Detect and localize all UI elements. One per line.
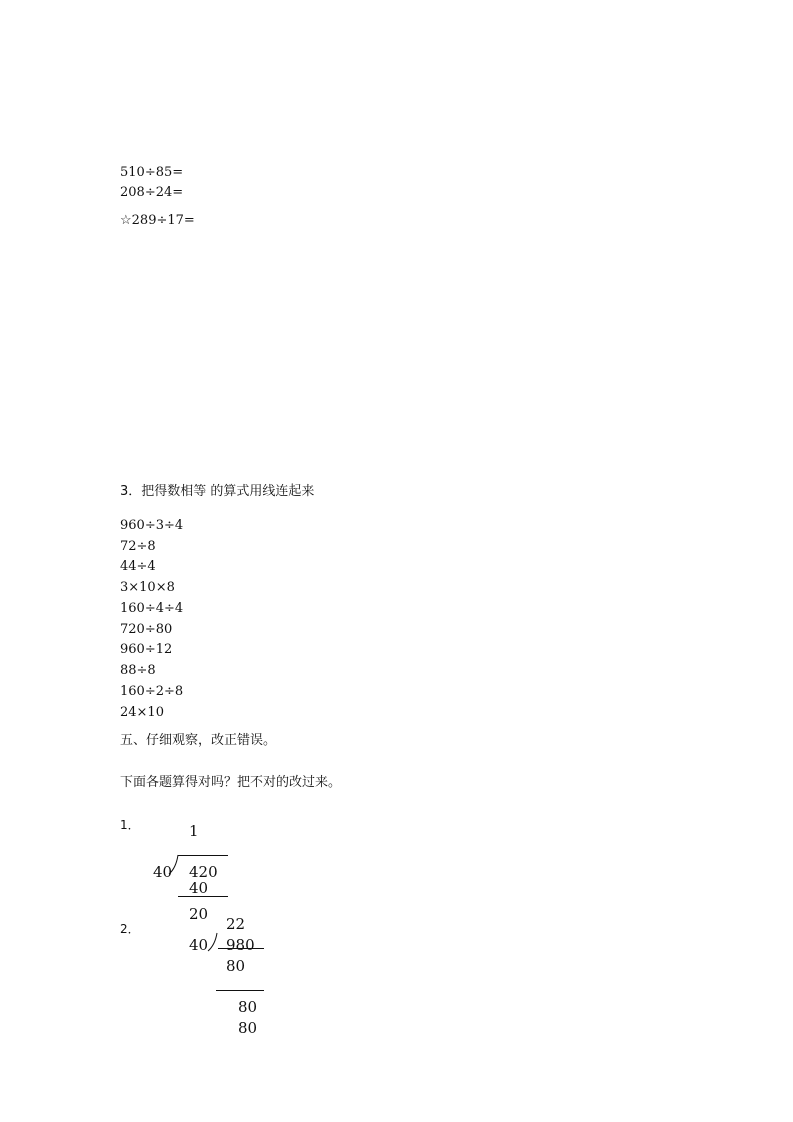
problem-1-quotient: 1 bbox=[189, 822, 199, 840]
problem-1-product: 40 bbox=[189, 879, 209, 897]
problem-2-division-bar bbox=[218, 948, 264, 949]
problem-1-division-bar bbox=[178, 855, 228, 856]
problem-2-label: 2． bbox=[120, 922, 140, 936]
q3-item-6: 720÷80 bbox=[120, 622, 173, 637]
q3-item-5: 160÷4÷4 bbox=[120, 601, 184, 616]
problem-1-remainder: 20 bbox=[189, 905, 209, 923]
q3-item-7: 960÷12 bbox=[120, 642, 173, 657]
section5-title: 五、仔细观察，改正错误。 bbox=[120, 733, 277, 748]
q3-item-4: 3×10×8 bbox=[120, 580, 175, 595]
section5-instruction: 下面各题算得对吗？把不对的改过来。 bbox=[120, 775, 342, 790]
problem-1-subtraction-line bbox=[178, 896, 228, 897]
problem-2-step-2: 80 bbox=[238, 998, 258, 1016]
q3-item-1: 960÷3÷4 bbox=[120, 518, 184, 533]
problem-2-step-1: 80 bbox=[226, 957, 246, 975]
equation-2: 208÷24= bbox=[120, 185, 184, 200]
problem-2-divisor: 40 bbox=[189, 936, 209, 954]
q3-item-9: 160÷2÷8 bbox=[120, 684, 184, 699]
q3-title: 3．把得数相等 的算式用线连起来 bbox=[120, 484, 315, 499]
problem-2-subtraction-line bbox=[216, 990, 264, 991]
problem-2-step-3: 80 bbox=[238, 1019, 258, 1037]
problem-2-division-bracket bbox=[208, 933, 218, 953]
equation-1: 510÷85= bbox=[120, 165, 184, 180]
problem-1-divisor: 40 bbox=[153, 863, 173, 881]
problem-2-quotient: 22 bbox=[226, 915, 246, 933]
q3-item-8: 88÷8 bbox=[120, 663, 156, 678]
q3-item-3: 44÷4 bbox=[120, 559, 156, 574]
problem-1-label: 1． bbox=[120, 818, 140, 832]
problem-2-dividend: 980 bbox=[226, 936, 255, 954]
q3-item-10: 24×10 bbox=[120, 705, 164, 720]
q3-item-2: 72÷8 bbox=[120, 539, 156, 554]
problem-1-dividend: 420 bbox=[189, 863, 218, 881]
equation-3-starred: ☆289÷17= bbox=[120, 213, 195, 228]
